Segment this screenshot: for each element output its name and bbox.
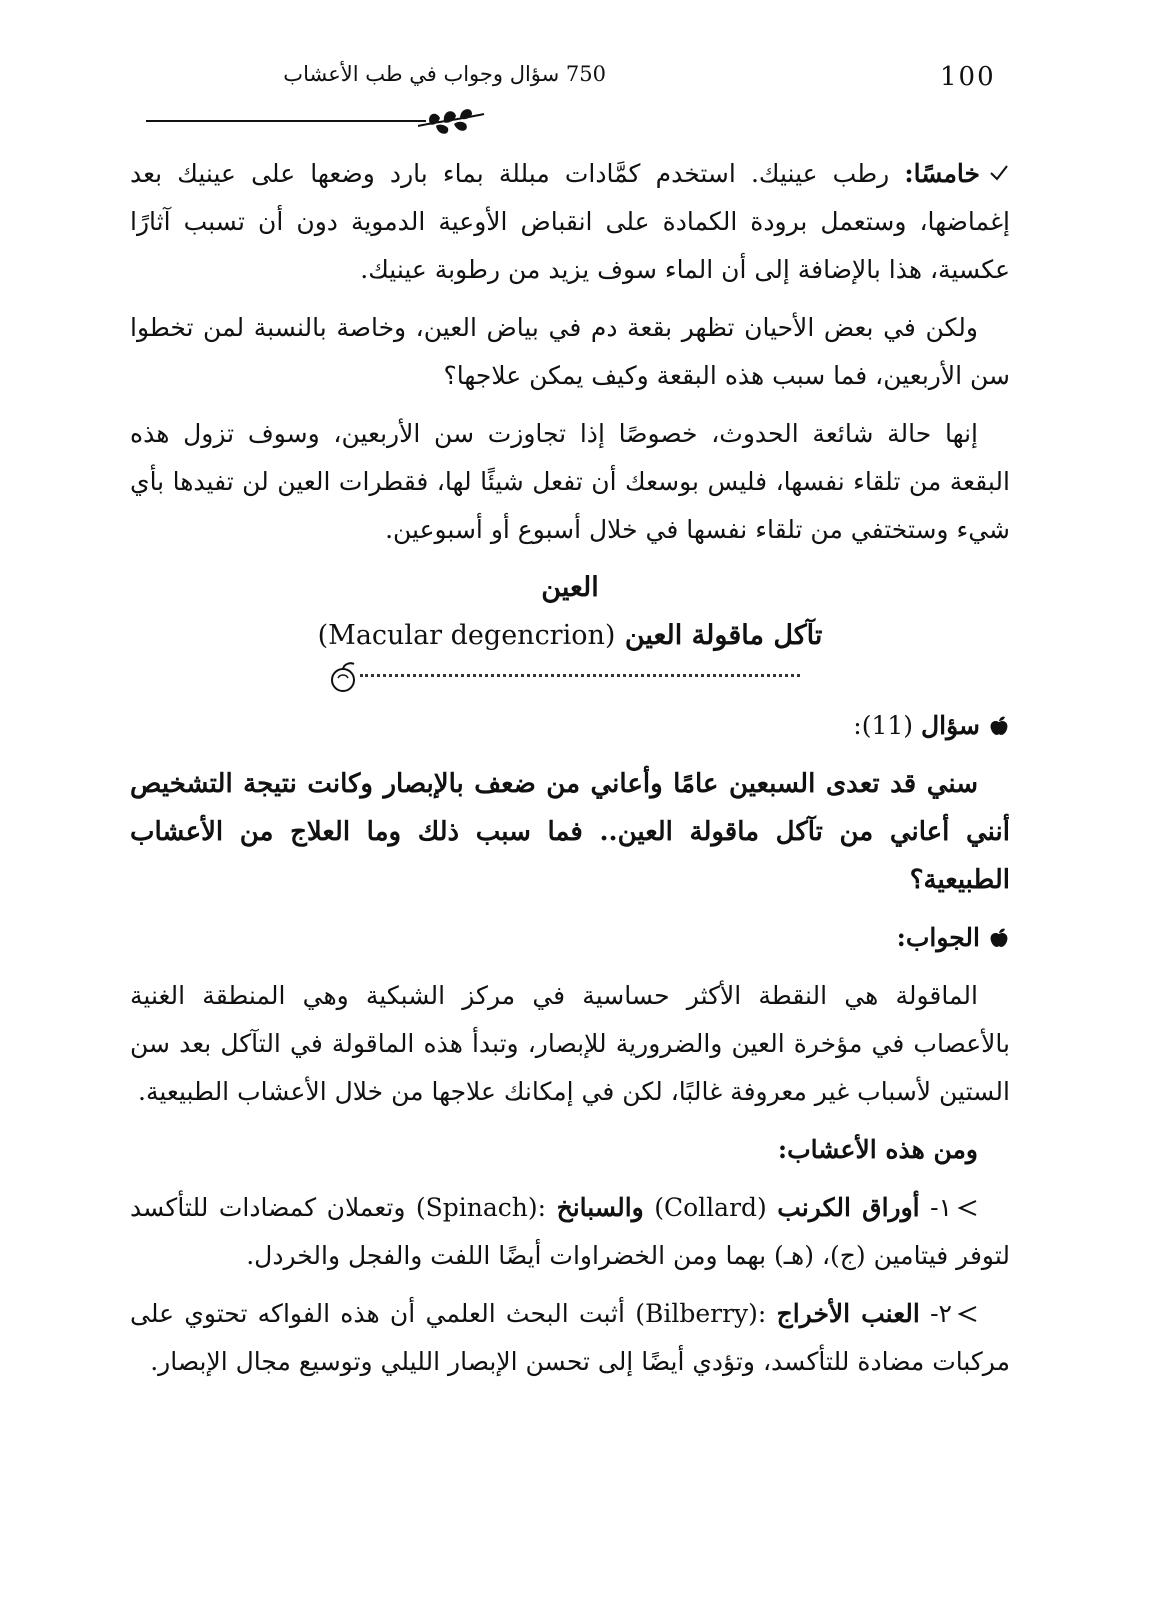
page-header [130, 60, 1010, 130]
list-item [130, 1184, 1010, 1280]
header-rule [146, 120, 426, 122]
list-item-english-second: (Spinach): [415, 1193, 547, 1222]
question-number: (11): [853, 711, 914, 740]
question-heading [130, 702, 1010, 750]
paragraph-text: رطب عينيك. استخدم كمَّادات مبللة بماء بارد وضعها على عينيك بعد إغماضها، وستعمل برودة الكمادة على انقباض الأوعية الدموية دون أن تسبب آثارًا عكسية، هذا بالإضافة إلى أن الماء سوف يزيد من رطوبة عينيك. [130, 159, 1010, 284]
paragraph-common-condition: إنها حالة شائعة الحدوث، خصوصًا إذا تجاوزت سن الأربعين، وسوف تزول هذه البقعة من تلقاء نفسها، فليس بوسعك أن تفعل شيئًا لها، فقطرات العين لن تفيدها بأي شيء وستختفي من تلقاء نفسها في خلال أسبوع أو أسبوعين. [130, 419, 1010, 544]
section-subheading [130, 612, 1010, 660]
paragraph-fifth [130, 150, 1010, 294]
list-item-number: ١- [930, 1193, 952, 1222]
answer-heading [130, 914, 1010, 962]
apple-icon [988, 927, 1010, 949]
list-item-number: ٢- [930, 1299, 952, 1328]
leaf-branch-icon [416, 104, 486, 140]
page-number: 100 [940, 62, 996, 92]
apple-icon [988, 715, 1010, 737]
subheading-english: (Macular degencrion) [317, 620, 616, 651]
arrow-icon [956, 1199, 978, 1217]
section-heading: العين [541, 572, 599, 603]
answer-label: الجواب: [896, 923, 980, 952]
checkmark-icon [988, 162, 1010, 184]
list-item [130, 1290, 1010, 1386]
arrow-icon [956, 1305, 978, 1323]
fruit-ornament-icon [326, 660, 360, 694]
list-item-english: (Bilberry): [635, 1299, 767, 1328]
section-divider [130, 662, 1010, 702]
list-item-title: أوراق الكرنب [777, 1193, 920, 1222]
paragraph-lead: خامسًا: [904, 159, 980, 188]
list-item-title: العنب الأخراج [776, 1299, 920, 1328]
list-item-title-second: والسبانخ [556, 1193, 644, 1222]
list-item-text: وتعملان كمضادات للتأكسد لتوفر فيتامين (ج)، (هـ) بهما ومن الخضراوات أيضًا اللفت والفجل والخردل. [130, 1193, 1010, 1270]
subheading-arabic: تآكل ماقولة العين [624, 620, 823, 651]
list-item-english: (Collard) [654, 1193, 767, 1222]
herbs-intro: ومن هذه الأعشاب: [777, 1135, 978, 1164]
running-title: 750 سؤال وجواب في طب الأعشاب [283, 62, 606, 86]
page-body [130, 150, 1010, 1396]
question-text: سني قد تعدى السبعين عامًا وأعاني من ضعف بالإبصار وكانت نتيجة التشخيص أنني أعاني من تآكل ماقولة العين.. فما سبب ذلك وما العلاج من الأعشاب الطبيعية؟ [130, 769, 1010, 895]
dotted-rule [360, 674, 800, 677]
list-item-text: أثبت البحث العلمي أن هذه الفواكه تحتوي على مركبات مضادة للتأكسد، وتؤدي أيضًا إلى تحسن الإبصار الليلي وتوسيع مجال الإبصار. [130, 1299, 1010, 1376]
answer-text: الماقولة هي النقطة الأكثر حساسية في مركز الشبكية وهي المنطقة الغنية بالأعصاب في مؤخرة العين والضرورية للإبصار، وتبدأ هذه الماقولة في التآكل بعد سن الستين لأسباب غير معروفة غالبًا، لكن في إمكانك علاجها من خلال الأعشاب الطبيعية. [130, 981, 1010, 1106]
paragraph-blood-spot: ولكن في بعض الأحيان تظهر بقعة دم في بياض العين، وخاصة بالنسبة لمن تخطوا سن الأربعين، فما سبب هذه البقعة وكيف يمكن علاجها؟ [130, 313, 1010, 390]
question-label: سؤال [921, 711, 980, 740]
